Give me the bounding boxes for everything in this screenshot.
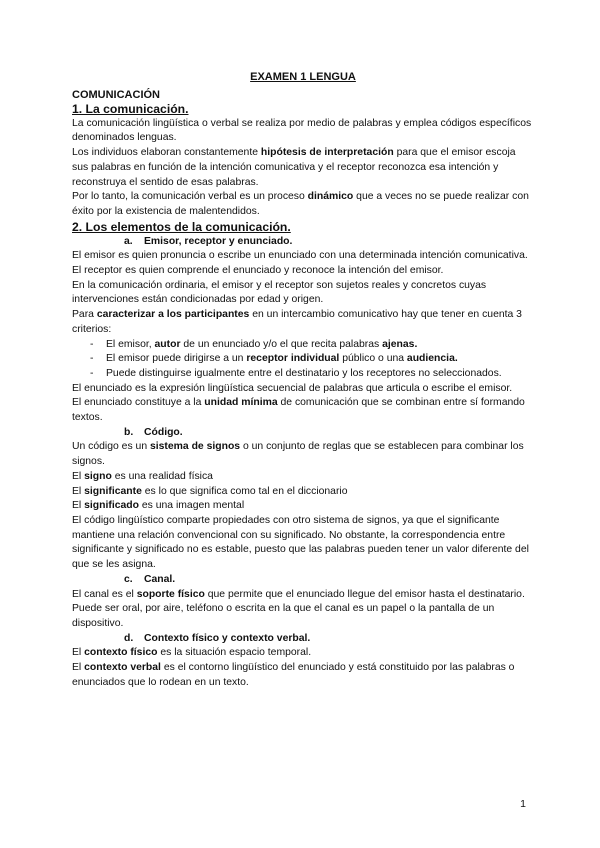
- paragraph: Puede ser oral, por aire, teléfono o escrita en la que el canal es un papel o la pantalla de un dispositivo.: [72, 603, 495, 629]
- paragraph: El significado es una imagen mental: [72, 500, 245, 512]
- document-body: [72, 70, 534, 690]
- paragraph: Los individuos elaboran constantemente hipótesis de interpretación para que el emisor escoja sus palabras en función de la intención comunicativa y el receptor reconozca esa intención y reconstruya el sentido de esas palabras.: [72, 147, 516, 188]
- subheading-codigo: b. Código.: [124, 426, 183, 438]
- page-number: 1: [520, 798, 526, 810]
- document-title: EXAMEN 1 LENGUA: [250, 71, 356, 83]
- paragraph: El canal es el soporte físico que permite que el enunciado llegue del emisor hasta el destinatario.: [72, 588, 525, 600]
- list-item: - Puede distinguirse igualmente entre el destinatario y los receptores no seleccionados.: [90, 367, 502, 379]
- paragraph: El contexto físico es la situación espacio temporal.: [72, 647, 312, 659]
- paragraph: El emisor es quien pronuncia o escribe un enunciado con una determinada intención comunicativa.: [72, 250, 528, 262]
- heading-la-comunicacion: 1. La comunicación.: [72, 101, 189, 116]
- paragraph: Por lo tanto, la comunicación verbal es un proceso dinámico que a veces no se puede realizar con éxito por la existencia de malentendidos.: [72, 191, 529, 217]
- paragraph: El contexto verbal es el contorno lingüístico del enunciado y está constituido por las palabras o enunciados que lo rodean en un texto.: [72, 662, 515, 688]
- paragraph: El receptor es quien comprende el enunciado y reconoce la intención del emisor.: [72, 265, 444, 277]
- section-title: COMUNICACIÓN: [72, 88, 160, 101]
- list-item: - El emisor puede dirigirse a un receptor individual público o una audiencia.: [90, 353, 458, 365]
- paragraph: La comunicación lingüística o verbal se realiza por medio de palabras y emplea códigos específicos denominados lenguas.: [72, 117, 532, 144]
- paragraph: El enunciado es la expresión lingüística secuencial de palabras que articula o escribe el emisor.: [72, 382, 513, 394]
- paragraph: El código lingüístico comparte propiedades con otro sistema de signos, ya que el significante mantiene una relación convencional con su significado. No obstante, la correspondencia entre significante y significado no es estable, puesto que las palabras pueden tener un valor diferente del que se les asigna.: [72, 514, 529, 571]
- paragraph: Para caracterizar a los participantes en un intercambio comunicativo hay que tener en cuenta 3 criterios:: [72, 309, 522, 335]
- paragraph: En la comunicación ordinaria, el emisor y el receptor son sujetos reales y concretos cuyas intervenciones están condicionadas por edad y origen.: [72, 279, 487, 306]
- subheading-contexto: d. Contexto físico y contexto verbal.: [124, 632, 311, 644]
- paragraph: El significante es lo que significa como tal en el diccionario: [72, 485, 348, 497]
- paragraph: Un código es un sistema de signos o un conjunto de reglas que se establecen para combinar los signos.: [72, 441, 524, 468]
- subheading-canal: c. Canal.: [124, 573, 176, 585]
- paragraph: El enunciado constituye a la unidad mínima de comunicación que se combinan entre sí formando textos.: [72, 397, 525, 424]
- heading-elementos: 2. Los elementos de la comunicación.: [72, 219, 291, 234]
- paragraph: El signo es una realidad física: [72, 470, 213, 482]
- criteria-list: [72, 338, 534, 382]
- list-item: - El emisor, autor de un enunciado y/o el que recita palabras ajenas.: [90, 338, 418, 350]
- subheading-emisor: a. Emisor, receptor y enunciado.: [124, 235, 293, 247]
